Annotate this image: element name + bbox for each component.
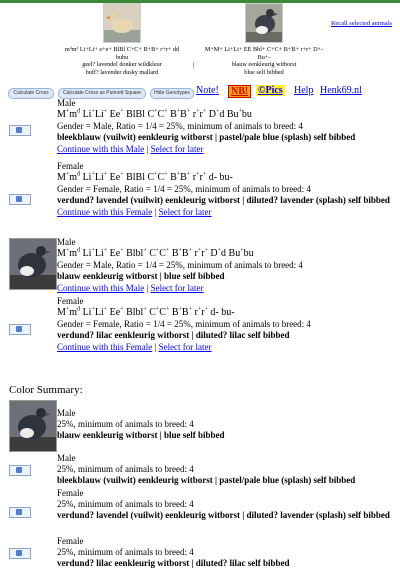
result-genotype: $M^+m^d$ Li+Li+ Ee+ Blbl+ C+C+ B+B+ r+r+ d- bu- — [57, 306, 235, 319]
select-for-later-link[interactable]: Select for later — [158, 341, 212, 352]
male-parent — [52, 3, 195, 76]
select-for-later-link[interactable]: Select for later — [150, 143, 204, 154]
summary-placeholder-icon — [9, 548, 31, 559]
nb-link[interactable]: NB! — [228, 85, 251, 98]
summary-item — [57, 536, 397, 570]
summary-color: verdund? lilac eenkleurig witborst | diluted? lilac self bibbed — [57, 558, 290, 569]
summary-sex: Female — [57, 536, 84, 546]
female-parent-photo — [245, 3, 283, 43]
summary-stats: 25%, minimum of animals to breed: 4 — [57, 464, 194, 475]
female-desc-line2: blue self bibbed — [244, 68, 284, 76]
result-color: bleekblauw (vuilwit) eenkleurig witborst | pastel/pale blue (splash) self bibbed — [57, 132, 356, 143]
henk69-link[interactable]: Henk69.nl — [320, 85, 362, 96]
result-stats: Gender = Male, Ratio = 1/4 = 25%, minimum of animals to breed: 4 — [57, 260, 303, 271]
result-item: Male $M^+m^d$ Li+Li+ Ee+ Blbl+ C+C+ B+B+ r+r+ D+d Bu+bu Gender = Male, Ratio = 1/4 = 25%, minimum of animals to breed: 4 blauw eenkleurig witborst | blue self bibbed Continue with this Male | Select for later — [57, 237, 397, 294]
summary-color: blauw eenkleurig witborst | blue self bibbed — [57, 430, 225, 441]
summary-item — [57, 453, 397, 487]
result-sex: Male — [57, 98, 76, 108]
result-item: Female $M^+m^d$ Li+Li+ Ee+ Blbl+ C+C+ B+B+ r+r+ d- bu- Gender = Female, Ratio = 1/4 = 25%, minimum of animals to breed: 4 verdund? lilac eenkleurig witborst | diluted? lilac self bibbed Continue with this Female | Select for later — [57, 296, 397, 353]
summary-sex: Male — [57, 453, 76, 463]
continue-with-female-link[interactable]: Continue with this Female — [57, 341, 153, 352]
summary-placeholder-icon — [9, 465, 31, 476]
help-link[interactable]: Help — [294, 85, 314, 96]
summary-color: bleekblauw (vuilwit) eenkleurig witborst | pastel/pale blue (splash) self bibbed — [57, 475, 356, 486]
summary-placeholder-icon — [9, 507, 31, 518]
result-photo — [9, 238, 55, 290]
result-genotype: $M^+m^d$ Li+Li+ Ee+ BlBl C+C+ B+B+ r+r+ d- bu- — [57, 171, 233, 184]
result-item: Female $M^+m^d$ Li+Li+ Ee+ BlBl C+C+ B+B+ r+r+ d- bu- Gender = Female, Ratio = 1/4 = 25%, minimum of animals to breed: 4 verdund? lavendel (vuilwit) eenkleurig witborst | diluted? lavender (splash) self bibbed Continue with this Female | Select for later — [57, 161, 397, 218]
summary-stats: 25%, minimum of animals to breed: 4 — [57, 547, 194, 558]
result-stats: Gender = Female, Ratio = 1/4 = 25%, minimum of animals to breed: 4 — [57, 319, 311, 330]
parent-separator: | — [193, 61, 195, 69]
result-placeholder-icon — [9, 324, 31, 335]
hide-genotypes-button[interactable]: Hide Genotypes — [150, 88, 194, 99]
summary-item — [57, 408, 397, 442]
result-placeholder-icon — [9, 125, 31, 136]
summary-sex: Male — [57, 408, 76, 418]
male-desc-line1: geel? lavendel donker wildkleur — [82, 61, 162, 69]
parent-panel — [0, 3, 400, 85]
select-for-later-link[interactable]: Select for later — [150, 282, 204, 293]
result-color: blauw eenkleurig witborst | blue self bibbed — [57, 271, 225, 282]
female-genotype-line2: Bu+- — [257, 53, 271, 61]
female-desc-line1: blauw eenkleurig witborst — [231, 61, 297, 69]
continue-with-male-link[interactable]: Continue with this Male — [57, 282, 145, 293]
note-link[interactable]: Note! — [196, 85, 219, 96]
continue-with-male-link[interactable]: Continue with this Male — [57, 143, 145, 154]
summary-item — [57, 488, 397, 522]
result-genotype: $M^+m^d$ Li+Li+ Ee+ BlBl C+C+ B+B+ r+r+ D+d Bu+bu — [57, 108, 252, 121]
result-color: verdund? lavendel (vuilwit) eenkleurig witborst | diluted? lavender (splash) self bibbed — [57, 195, 390, 206]
result-item: Male $M^+m^d$ Li+Li+ Ee+ BlBl C+C+ B+B+ r+r+ D+d Bu+bu Gender = Male, Ratio = 1/4 = 25%, minimum of animals to breed: 4 bleekblauw (vuilwit) eenkleurig witborst | pastel/pale blue (splash) self bibbed Continue with this Male | Select for later — [57, 98, 397, 155]
color-summary-title: Color Summary: — [9, 384, 83, 396]
select-for-later-link[interactable]: Select for later — [158, 206, 212, 217]
result-sex: Female — [57, 296, 84, 306]
result-stats: Gender = Male, Ratio = 1/4 = 25%, minimum of animals to breed: 4 — [57, 121, 303, 132]
calculate-cross-button[interactable]: Calculate Cross — [8, 88, 54, 99]
continue-with-female-link[interactable]: Continue with this Female — [57, 206, 153, 217]
male-desc-line2: buff? lavender dusky mallard — [85, 68, 159, 76]
pics-link[interactable]: ©Pics — [258, 85, 283, 96]
result-stats: Gender = Female, Ratio = 1/4 = 25%, minimum of animals to breed: 4 — [57, 184, 311, 195]
summary-color: verdund? lavendel (vuilwit) eenkleurig witborst | diluted? lavender (splash) self bibbed — [57, 510, 390, 521]
recall-selected-link[interactable]: Recall selected animals — [330, 20, 392, 27]
result-sex: Male — [57, 237, 76, 247]
summary-photo — [9, 400, 55, 452]
calculate-punnett-button[interactable]: Calculate Cross as Punnett Square — [58, 88, 146, 99]
male-genotype-line1: mᵈmᵈ Li+Li+ e+e+ BlBl C+C+ B+B+ r+r+ dd — [64, 46, 180, 53]
summary-sex: Female — [57, 488, 84, 498]
result-sex: Female — [57, 161, 84, 171]
male-parent-photo — [103, 3, 141, 43]
result-color: verdund? lilac eenkleurig witborst | diluted? lilac self bibbed — [57, 330, 290, 341]
summary-stats: 25%, minimum of animals to breed: 4 — [57, 419, 194, 430]
result-placeholder-icon — [9, 194, 31, 205]
female-genotype-line1: M+M+ Li+Li+ EE Bbl+ C+C+ B+B+ r+r+ D+- — [204, 46, 324, 53]
result-genotype: $M^+m^d$ Li+Li+ Ee+ Blbl+ C+C+ B+B+ r+r+ D+d Bu+bu — [57, 247, 254, 260]
summary-stats: 25%, minimum of animals to breed: 4 — [57, 499, 194, 510]
male-genotype-line2: bubu — [115, 53, 129, 61]
female-parent — [200, 3, 328, 76]
